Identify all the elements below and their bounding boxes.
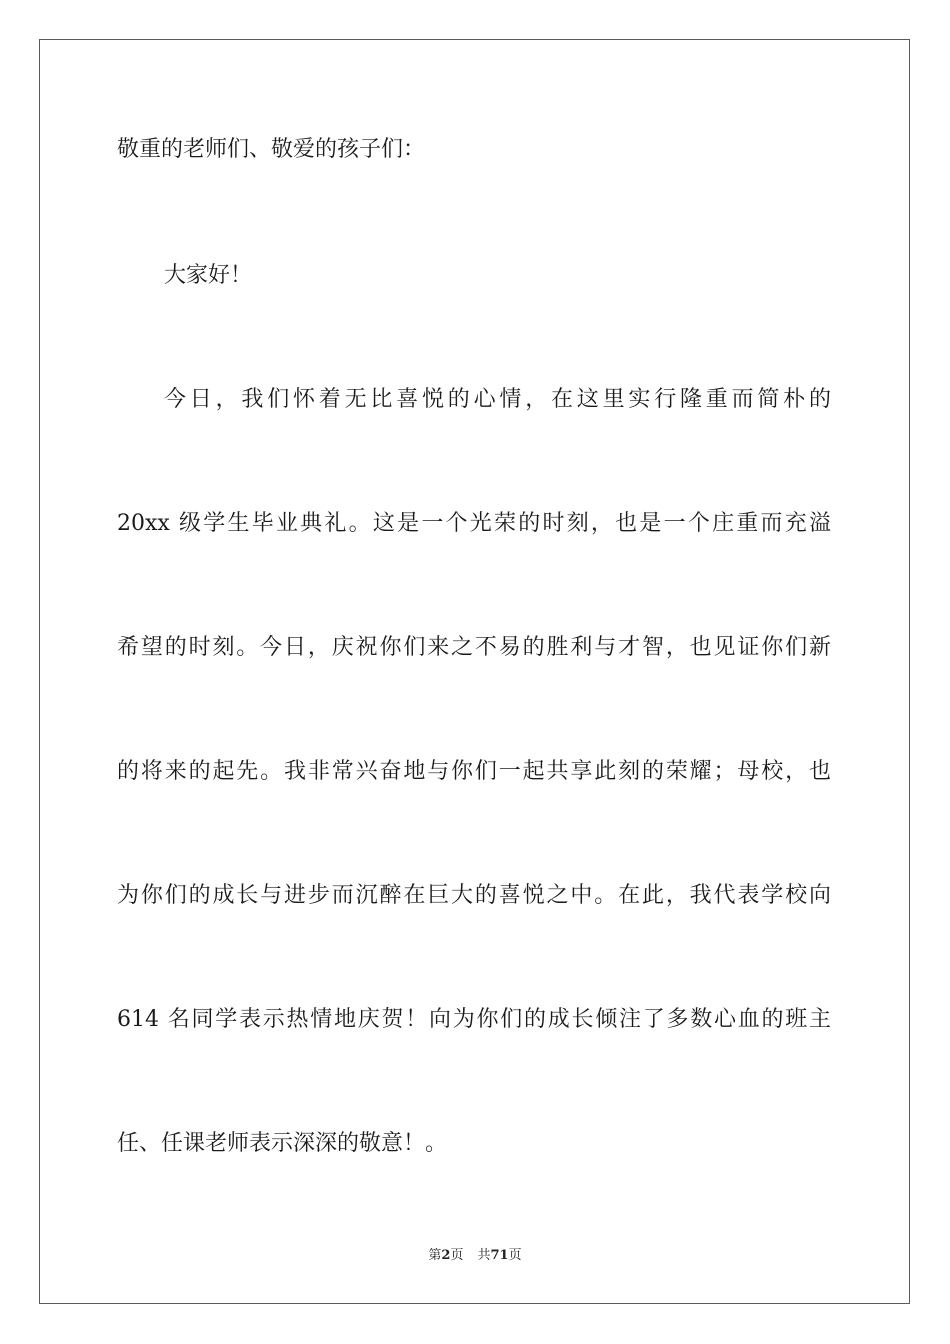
page-border <box>39 39 910 1304</box>
greeting: 大家好！ <box>164 263 253 288</box>
paragraph-line-1: 今日，我们怀着无比喜悦的心情，在这里实行隆重而简朴的 <box>164 387 831 412</box>
paragraph-line-5: 为你们的成长与进步而沉醉在巨大的喜悦之中。在此，我代表学校向 <box>117 883 831 908</box>
paragraph-line-2: 20xx 级学生毕业典礼。这是一个光荣的时刻，也是一个庄重而充溢 <box>117 511 831 536</box>
salutation: 敬重的老师们、敬爱的孩子们： <box>117 137 426 162</box>
footer-page-suffix: 页 <box>450 1248 464 1263</box>
paragraph-line-4: 的将来的起先。我非常兴奋地与你们一起共享此刻的荣耀；母校，也 <box>117 759 831 784</box>
footer-page-number: 2 <box>441 1248 451 1263</box>
footer-total-pages: 71 <box>490 1248 509 1263</box>
paragraph-line-6: 614 名同学表示热情地庆贺！向为你们的成长倾注了多数心血的班主 <box>117 1007 831 1032</box>
paragraph-line-3: 希望的时刻。今日，庆祝你们来之不易的胜利与才智，也见证你们新 <box>117 635 831 660</box>
paragraph-line-7: 任、任课老师表示深深的敬意！。 <box>117 1131 448 1156</box>
footer-total-suffix: 页 <box>508 1248 522 1263</box>
footer-page-prefix: 第 <box>428 1248 442 1263</box>
page-footer <box>0 1247 950 1265</box>
footer-total-prefix: 共 <box>477 1248 491 1263</box>
